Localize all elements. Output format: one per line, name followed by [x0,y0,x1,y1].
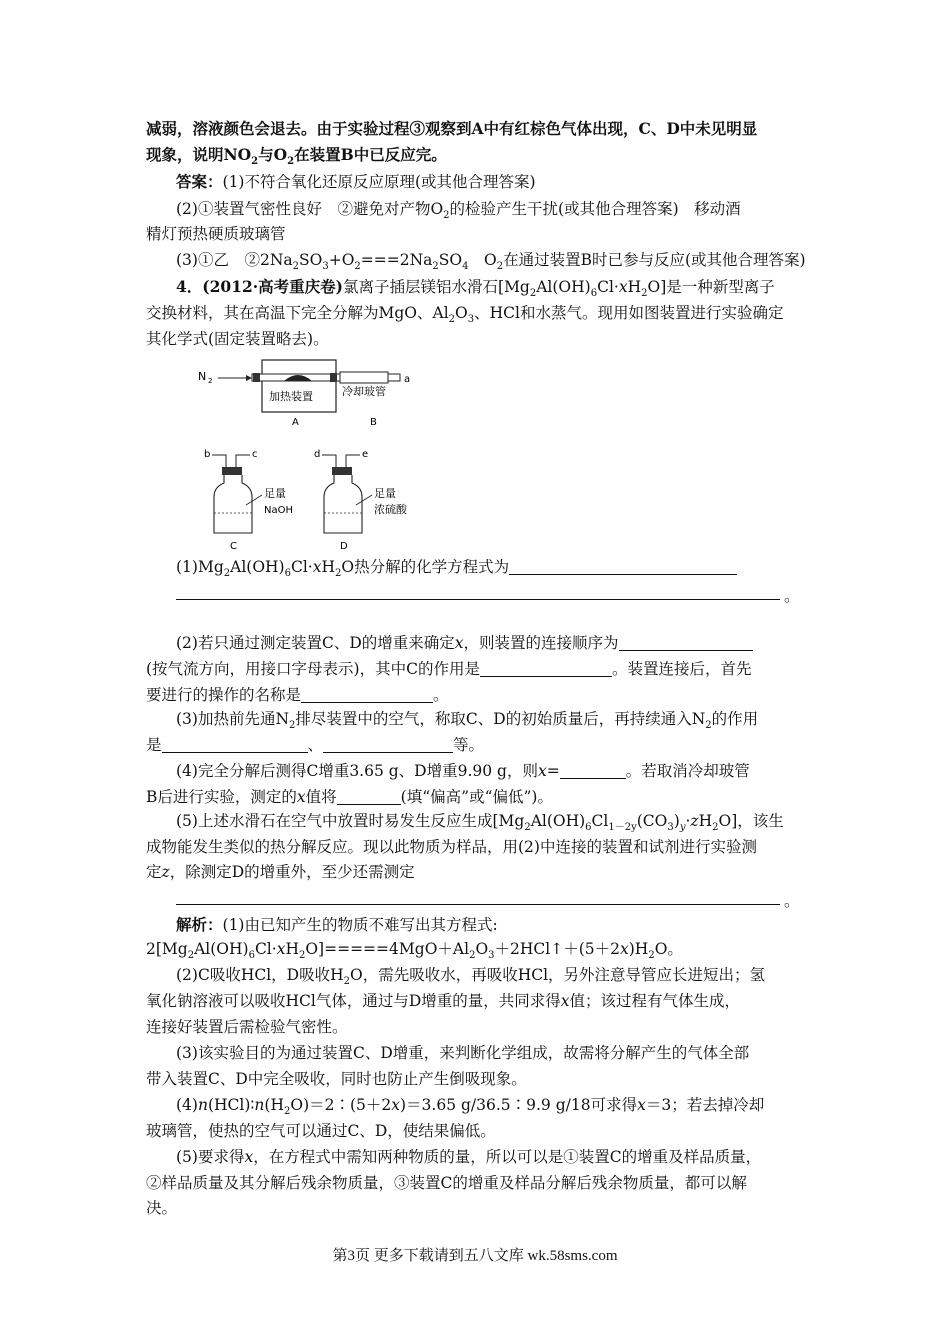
period: 。 [784,892,800,910]
explanation-line: (3)该实验目的为通过装置C、D增重，来判断化学组成，故需将分解产生的气体全部 [176,1044,750,1062]
answer-blank-line[interactable] [176,903,780,905]
bottle-d [324,475,362,533]
answer-blank[interactable] [337,788,401,805]
label-e: e [362,449,369,460]
answer-blank[interactable] [560,762,626,779]
answer-blank[interactable] [509,558,737,575]
question-line: 交换材料，其在高温下完全分解为MgO、$Al_2O_3$、HCl和水蒸气。现用如图装置进行实验确定 [146,304,784,326]
apparatus-diagram [196,355,446,555]
answer-line: 答案：(1)不符合氧化还原反应原理(或其他合理答案) [176,172,536,191]
answer-line: 精灯预热硬质玻璃管 [146,225,286,243]
question-part-5: 定z，除测定D的增重外，至少还需测定 [146,863,415,881]
answer-blank[interactable] [323,736,453,753]
label-A: A [292,417,299,428]
question-part-2: (2)若只通过测定装置C、D的增重来确定x，则装置的连接顺序为 [176,632,836,654]
label-C: C [230,541,237,552]
answer-blank[interactable] [301,686,433,703]
label-a: a [404,374,411,385]
explanation-line: $(4)n(HCl)∶n(H_2O)=2∶(5+2x)=3.65$ g/36.5∶9.9 g/18可求得x＝3；若去掉冷却 [176,1096,765,1118]
c-label2: NaOH [264,505,293,516]
label-b: b [204,449,211,460]
question-line: 4．(2012·高考重庆卷)氯离子插层镁铝水滑石$[Mg_2Al(OH)_6Cl\cdot xH_2O]$是一种新型离子 [176,277,775,300]
heat-label: 加热装置 [269,390,313,403]
bottle-c-stopper [222,467,242,475]
cooling-tube [340,372,388,383]
explanation-line: 玻璃管，使热的空气可以通过C、D，使结果偏低。 [146,1122,496,1140]
answer-line: (2)①装置气密性良好 ②避免对产物$O_2$的检验产生干扰(或其他合理答案) 移动酒 [176,200,741,222]
question-part-4: (4)完全分解后测得C增重3.65 g、D增重9.90 g，则x= 。若取消冷却玻管 [176,762,750,780]
question-part-4: B后进行实验，测定的x值将 (填“偏高”或“偏低”)。 [146,788,553,806]
explanation-line: 氧化钠溶液可以吸收HCl气体，通过与D增重的量，共同求得x值；该过程有气体生成， [146,992,741,1010]
heating-device-box [262,360,336,412]
explanation-line: 解析：(1)由已知产生的物质不难写出其方程式: [176,915,498,934]
explanation-line: 带入装置C、D中完全吸收，同时也防止产生倒吸现象。 [146,1070,527,1088]
label-B: B [370,417,377,428]
label-d: d [314,449,321,460]
label-c: c [252,449,258,460]
explanation-line: 连接好装置后需检验气密性。 [146,1018,348,1036]
explanation-line: (5)要求得x，在方程式中需知两种物质的量，所以可以是①装置C的增重及样品质量， [176,1148,762,1166]
n2-sub: 2 [208,377,213,385]
arrow-head [246,375,252,381]
question-part-3: 是 、 等。 [146,736,485,754]
page-footer: 第3页 更多下载请到五八文库 wk.58sms.com [332,1248,618,1264]
question-part-5: (5)上述水滑石在空气中放置时易发生反应生成$[Mg_2Al(OH)_6Cl_{1-2y}(CO_3)_y\cdot zH_2O]$，该生 [176,812,784,834]
text-line: 现象，说明$NO_2$与$O_2$在装置B中已反应完。 [146,145,447,168]
period: 。 [784,587,800,605]
answer-line: (3)①乙 $②2Na_2SO_3+O_2===2Na_2SO_4$ $O_2$在通过装置B时已参与反应(或其他合理答案) [176,251,806,273]
question-part-3: (3)加热前先通$N_2$排尽装置中的空气，称取C、D的初始质量后，再持续通入$N_2$的作用 [176,710,759,732]
question-part-1: $(1)Mg_2Al(OH)_6Cl\cdot xH_2O$热分解的化学方程式为 [176,556,836,585]
explanation-line: (2)C吸收HCl，D吸收$H_2O$，需先吸收水，再吸收HCl，另外注意导管应长进短出；氢 [176,966,766,988]
explanation-line: 决。 [146,1199,178,1217]
d-label2: 浓硫酸 [374,503,407,516]
d-label1: 足量 [374,487,396,500]
cool-label: 冷却玻管 [342,385,386,398]
text-line: 减弱，溶液颜色会退去。由于实验过程③观察到A中有红棕色气体出现，C、D中未见明显 [146,119,758,138]
bottle-d-stopper [332,467,352,475]
answer-blank-line[interactable] [176,598,780,600]
explanation-line: $2[Mg_2Al(OH)_6Cl\cdot xH_2O]=====4MgO+Al_2O_3+2HCl↑+(5+2x)H_2O$。 [146,940,683,962]
question-line: 其化学式(固定装置略去)。 [146,330,329,348]
answer-blank[interactable] [619,634,753,651]
stopper-right [330,373,337,382]
bottle-c [214,475,252,533]
answer-blank[interactable] [162,736,308,753]
explanation-line: ②样品质量及其分解后残余物质量，③装置C的增重及样品分解后残余物质量，都可以解 [146,1174,747,1192]
question-part-5: 成物能发生类似的热分解反应。现以此物质为样品，用(2)中连接的装置和试剂进行实验测 [146,838,757,856]
answer-blank[interactable] [480,660,612,677]
stopper-left [253,373,260,382]
question-part-2: 要进行的操作的名称是 。 [146,686,449,704]
question-part-2: (按气流方向，用接口字母表示)，其中C的作用是 。装置连接后，首先 [146,660,752,678]
label-D: D [340,541,348,552]
c-label1: 足量 [264,487,286,500]
n2-label: N [198,370,207,383]
